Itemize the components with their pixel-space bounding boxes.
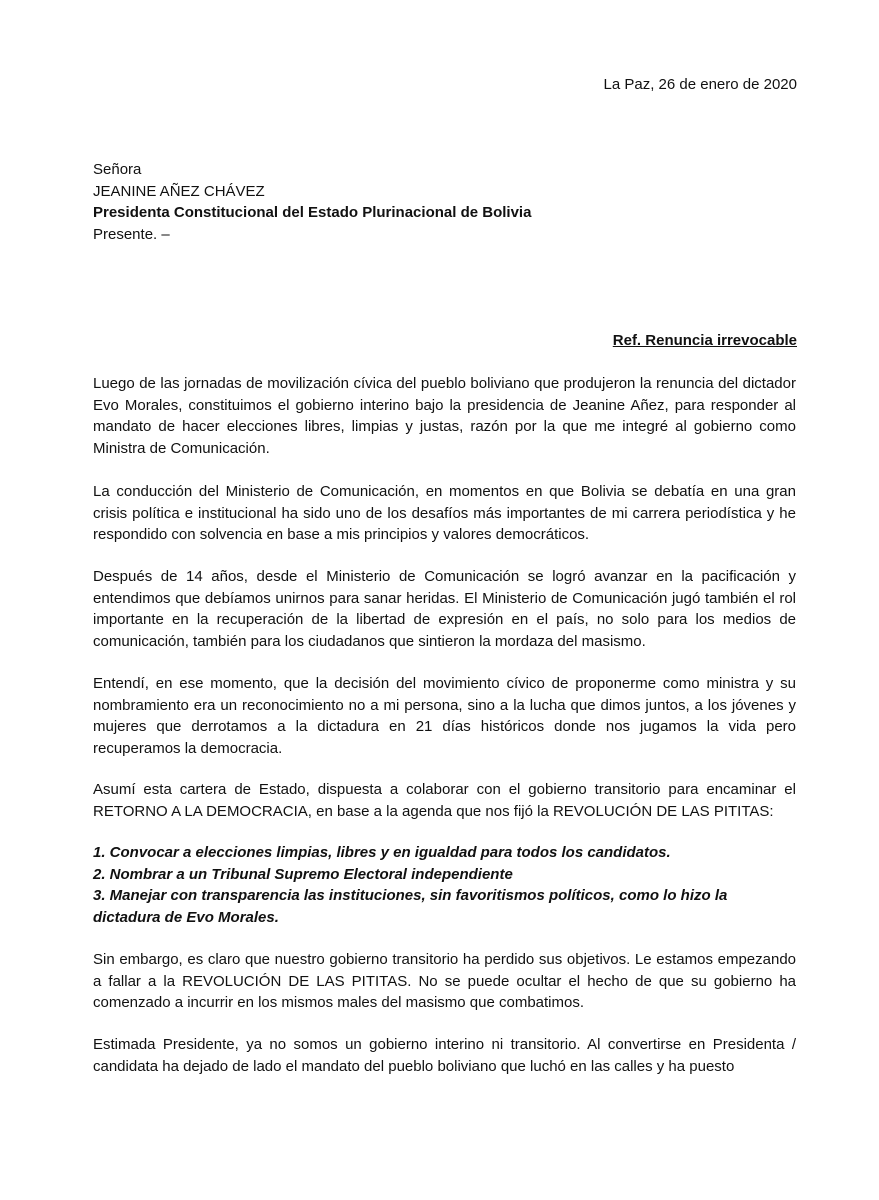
paragraph-6: Sin embargo, es claro que nuestro gobierno transitorio ha perdido sus objetivos. Le estamos empezando a fallar a la REVOLUCIÓN DE LAS PITITAS. No se puede ocultar el hecho de que su gobierno ha comenzado a incurrir en los mismos males del masismo que combatimos. xyxy=(93,951,796,1011)
agenda-item: 2. Nombrar a un Tribunal Supremo Electoral independiente xyxy=(93,865,513,883)
presente-line: Presente. – xyxy=(93,225,170,243)
addressee-name: JEANINE AÑEZ CHÁVEZ xyxy=(93,182,265,200)
salutation: Señora xyxy=(93,161,142,178)
reference-line: Ref. Renuncia irrevocable xyxy=(612,332,797,349)
paragraph-5: Asumí esta cartera de Estado, dispuesta a colaborar con el gobierno transitorio para encaminar el RETORNO A LA DEMOCRACIA, en base a la agenda que nos fijó la REVOLUCIÓN DE LAS PITITAS: xyxy=(93,781,796,820)
agenda-item: 1. Convocar a elecciones limpias, libres y en igualdad para todos los candidatos. xyxy=(93,844,671,861)
paragraph-1: Luego de las jornadas de movilización cívica del pueblo boliviano que produjeron la renuncia del dictador Evo Morales, constituimos el gobierno interino bajo la presidencia de Jeanine Añez, para responder al mandato de hacer elecciones libres, limpias y justas, razón por la que me integré al gobierno como Ministra de Comunicación. xyxy=(93,375,796,457)
addressee-block xyxy=(93,159,793,245)
paragraph-2: La conducción del Ministerio de Comunicación, en momentos en que Bolivia se debatía en una gran crisis política e institucional ha sido uno de los desafíos más importantes de mi carrera periodística y he respondido con solvencia en base a mis principios y valores democráticos. xyxy=(93,483,796,543)
paragraph-4: Entendí, en ese momento, que la decisión del movimiento cívico de proponerme como ministra y su nombramiento era un reconocimiento no a mi persona, sino a la lucha que dimos juntos, a los jóvenes y mujeres que derrotamos a la dictadura en 21 días históricos donde nos jugamos la vida pero recuperamos la democracia. xyxy=(93,675,796,757)
agenda-item: 3. Manejar con transparencia las instituciones, sin favoritismos políticos, como lo hizo la dictadura de Evo Morales. xyxy=(93,887,728,926)
agenda-list xyxy=(93,842,796,928)
paragraph-3: Después de 14 años, desde el Ministerio de Comunicación se logró avanzar en la pacificación y entendimos que debíamos unirnos para sanar heridas. El Ministerio de Comunicación jugó también el rol importante en la recuperación de la libertad de expresión en el país, no solo para los medios de comunicación, también para los ciudadanos que sintieron la mordaza del masismo. xyxy=(93,568,796,650)
letter-date: La Paz, 26 de enero de 2020 xyxy=(603,76,797,93)
addressee-title: Presidenta Constitucional del Estado Plurinacional de Bolivia xyxy=(93,204,532,221)
paragraph-7: Estimada Presidente, ya no somos un gobierno interino ni transitorio. Al convertirse en Presidenta / candidata ha dejado de lado el mandato del pueblo boliviano que luchó en las calles y ha puesto xyxy=(93,1036,796,1075)
